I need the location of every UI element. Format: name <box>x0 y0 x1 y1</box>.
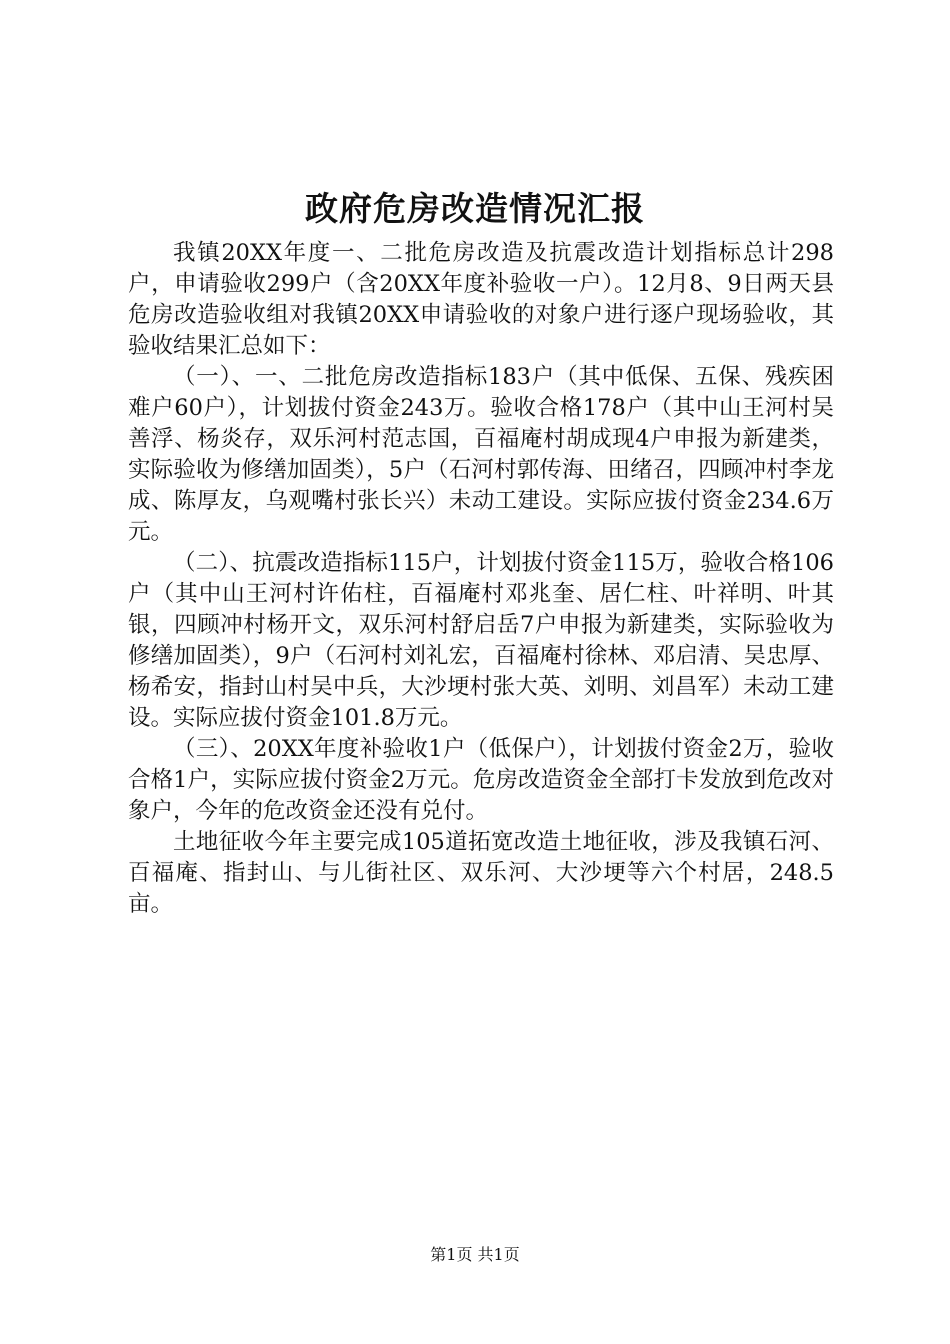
page-footer: 第1页 共1页 <box>430 1245 520 1264</box>
paragraph-section-three: （三）、20XX年度补验收1户（低保户），计划拔付资金2万，验收合格1户，实际应拔付资金2万元。危房改造资金全部打卡发放到危改对象户，今年的危改资金还没有兑付。 <box>128 736 834 824</box>
paragraph-land-acquisition: 土地征收今年主要完成105道拓宽改造土地征收，涉及我镇石河、百福庵、指封山、与儿街社区、双乐河、大沙埂等六个村居，248.5亩。 <box>128 829 834 917</box>
document-title: 政府危房改造情况汇报 <box>305 189 645 228</box>
paragraph-section-one: （一）、一、二批危房改造指标183户（其中低保、五保、残疾困难户60户），计划拔付资金243万。验收合格178户（其中山王河村吴善浮、杨炎存，双乐河村范志国，百福庵村胡成现4户申报为新建类，实际验收为修缮加固类），5户（石河村郭传海、田绪召，四顾冲村李龙成、陈厚友，乌观嘴村张长兴）未动工建设。实际应拔付资金234.6万元。 <box>128 364 834 545</box>
paragraph-intro: 我镇20XX年度一、二批危房改造及抗震改造计划指标总计298户，申请验收299户（含20XX年度补验收一户）。12月8、9日两天县危房改造验收组对我镇20XX申请验收的对象户进行逐户现场验收，其验收结果汇总如下： <box>128 240 834 359</box>
paragraph-section-two: （二）、抗震改造指标115户，计划拔付资金115万，验收合格106户（其中山王河村许佑柱，百福庵村邓兆奎、居仁柱、叶祥明、叶其银，四顾冲村杨开文，双乐河村舒启岳7户申报为新建类，实际验收为修缮加固类），9户（石河村刘礼宏，百福庵村徐林、邓启清、吴忠厚、杨希安，指封山村吴中兵，大沙埂村张大英、刘明、刘昌军）未动工建设。实际应拔付资金101.8万元。 <box>128 550 834 731</box>
document-body <box>128 238 834 920</box>
